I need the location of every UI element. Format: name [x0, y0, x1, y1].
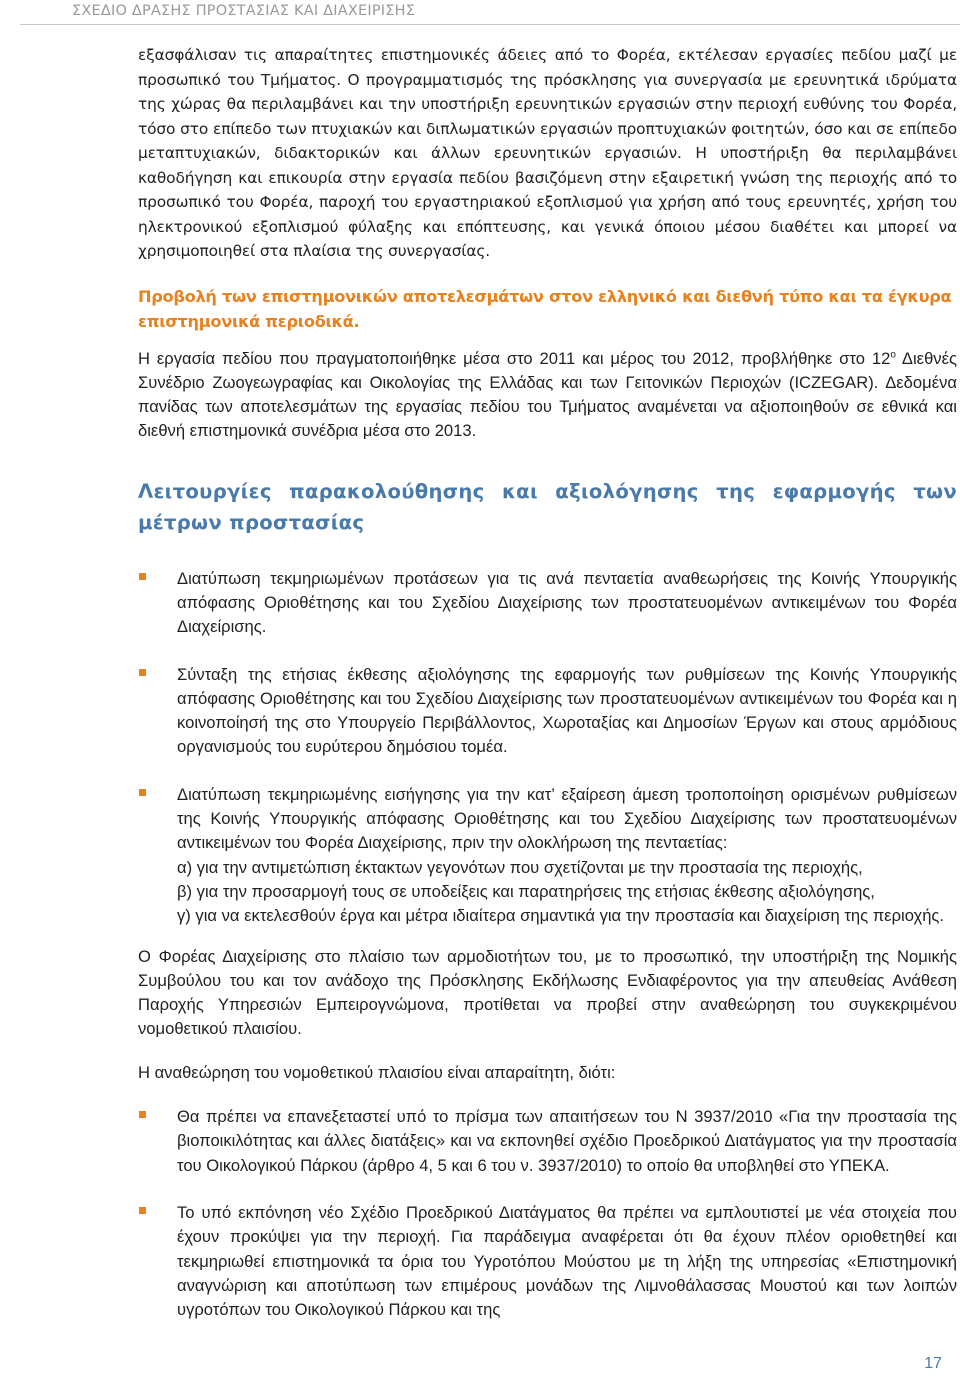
- page-number: 17: [924, 1355, 942, 1372]
- revision-bullet-list: [138, 1105, 957, 1322]
- management-body-paragraph: Ο Φορέας Διαχείρισης στο πλαίσιο των αρμοδιοτήτων του, με το προσωπικό, την υποστήριξη της Νομικής Συμβούλου του και τον ανάδοχο της Πρόσκλησης Εκδήλωσης Ενδιαφέροντος για την απευθείας Ανάθεση Παροχής Υπηρεσιών Εμπειρογνώμονα, προτίθεται να προβεί στην αναθεώρηση του συγκεκριμένου νομοθετικού πλαισίου.: [138, 946, 957, 1039]
- list-item-text: Διατύπωση τεκμηριωμένων προτάσεων για τις ανά πενταετία αναθεωρήσεις της Κοινής Υπουργικής απόφασης Οριοθέτησης και του Σχεδίου Διαχείρισης των προστατευομένων αντικειμένων του Φορέα Διαχείρισης.: [177, 568, 957, 637]
- square-bullet-icon: [139, 789, 146, 796]
- list-item: [138, 783, 957, 929]
- intro-paragraph: εξασφάλισαν τις απαραίτητες επιστημονικές άδειες από το Φορέα, εκτέλεσαν εργασίες πεδίου μαζί με προσωπικό του Τμήματος. Ο προγραμματισμός της πρόσκλησης για συνεργασία με ερευνητικά ιδρύματα της χώρας θα περιλαμβάνει και την υποστήριξη ερευνητικών εργασιών στην περιοχή ευθύνης του Φορέα, τόσο στο επίπεδο των πτυχιακών και διπλωματικών εργασιών προπτυχιακών φοιτητών, όσο και σε επίπεδο μεταπτυχιακών, διδακτορικών και άλλων ερευνητικών εργασιών. Η υποστήριξη θα περιλαμβάνει καθοδήγηση και επικουρία στην εργασία πεδίου βασιζόμενη στην εξαιρετική γνώση της περιοχής από το προσωπικό του Φορέα, παροχή του εργαστηριακού εξοπλισμού για χρήση από τους ερευνητές, χρήση του ηλεκτρονικού εξοπλισμού φύλαξης και επόπτευσης, και γενικά όποιου μέσου διαθέτει και μπορεί να χρησιμοποιηθεί στα πλαίσια της συνεργασίας.: [138, 46, 957, 260]
- list-item: [138, 663, 957, 760]
- ordinal-superscript: ο: [890, 348, 896, 360]
- running-header: [20, 0, 960, 25]
- running-header-title: ΣΧΕΔΙΟ ΔΡΑΣΗΣ ΠΡΟΣΤΑΣΙΑΣ ΚΑΙ ΔΙΑΧΕΙΡΙΣΗΣ: [72, 3, 416, 19]
- page-content: [138, 43, 957, 1322]
- dissemination-text-start: Η εργασία πεδίου που πραγματοποιήθηκε μέσα στο 2011 και μέρος του 2012, προβλήθηκε στο 12: [138, 348, 891, 368]
- square-bullet-icon: [139, 1207, 146, 1214]
- sub-item-c: γ) για να εκτελεσθούν έργα και μέτρα ιδιαίτερα σημαντικά για την προστασία και διαχείριση της περιοχής.: [177, 906, 945, 926]
- square-bullet-icon: [139, 669, 146, 676]
- sub-item-a: α) για την αντιμετώπιση έκτακτων γεγονότων που σχετίζονται με την προστασία της περιοχής,: [177, 857, 863, 877]
- revision-intro: Η αναθεώρηση του νομοθετικού πλαισίου είναι απαραίτητη, διότι:: [138, 1062, 616, 1082]
- square-bullet-icon: [139, 573, 146, 580]
- list-item: [138, 1105, 957, 1178]
- dissemination-heading: Προβολή των επιστημονικών αποτελεσμάτων στον ελληνικό και διεθνή τύπο και τα έγκυρα επιστημονικά περιοδικά.: [138, 286, 952, 331]
- monitoring-bullet-list: [138, 567, 957, 929]
- square-bullet-icon: [139, 1111, 146, 1118]
- list-item-text: Θα πρέπει να επανεξεταστεί υπό το πρίσμα των απαιτήσεων του Ν 3937/2010 «Για την προστασία της βιοποικιλότητας και άλλες διατάξεις» και να εκπονηθεί σχέδιο Προεδρικού Διατάγματος για την προστασία του Οικολογικού Πάρκου (άρθρο 4, 5 και 6 του ν. 3937/2010) το οποίο θα υποβληθεί στο ΥΠΕΚΑ.: [177, 1107, 957, 1175]
- dissemination-paragraph: [138, 347, 957, 444]
- list-item: [138, 1201, 957, 1322]
- dissemination-text-end: Διεθνές Συνέδριο Ζωογεωγραφίας και Οικολογίας της Ελλάδας και των Γειτονικών Περιοχών (ICZEGAR). Δεδομένα πανίδας των αποτελεσμάτων της εργασίας πεδίου του Τμήματος αναμένεται να αξιοποιηθούν σε εθνικά και διεθνή επιστημονικά συνέδρια μέσα στο 2013.: [138, 348, 957, 441]
- list-item-text: Διατύπωση τεκμηριωμένης εισήγησης για την κατ’ εξαίρεση άμεση τροποποίηση ορισμένων ρυθμίσεων της Κοινής Υπουργικής απόφασης Οριοθέτησης και του Σχεδίου Διαχείρισης των προστατευομένων αντικειμένων του Φορέα Διαχείρισης, πριν την ολοκλήρωση της πενταετίας:: [177, 784, 957, 853]
- list-item: [138, 567, 957, 640]
- sub-item-b: β) για την προσαρμογή τους σε υποδείξεις και παρατηρήσεις της ετήσιας έκθεσης αξιολόγησης,: [177, 881, 875, 901]
- list-item-text: Σύνταξη της ετήσιας έκθεσης αξιολόγησης της εφαρμογής των ρυθμίσεων της Κοινής Υπουργικής απόφασης Οριοθέτησης και του Σχεδίου Διαχείρισης των προστατευομένων αντικειμένων του Φορέα και η κοινοποίησή της στο Υπουργείο Περιβάλλοντος, Χωροταξίας και Δημοσίων Έργων και στους αρμόδιους οργανισμούς του ευρύτερου δημόσιου τομέα.: [177, 664, 957, 757]
- list-item-text: Το υπό εκπόνηση νέο Σχέδιο Προεδρικού Διατάγματος θα πρέπει να εμπλουτιστεί με νέα στοιχεία που έχουν προκύψει για την περιοχή. Για παράδειγμα αναφέρεται ότι θα έχουν πλέον οριοθετηθεί και τεκμηριωθεί επιστημονικά τα όρια του Υγροτόπου Μούστου με τη λήξη της υπηρεσίας «Επιστημονική αναγνώριση και αποτύπωση των επιμέρους μονάδων της Λιμνοθάλασσας Μουστού και των λοιπών υγροτόπων του Οικολογικού Πάρκου και της: [177, 1202, 957, 1320]
- monitoring-heading: Λειτουργίες παρακολούθησης και αξιολόγησης της εφαρμογής των μέτρων προστασίας: [138, 479, 957, 534]
